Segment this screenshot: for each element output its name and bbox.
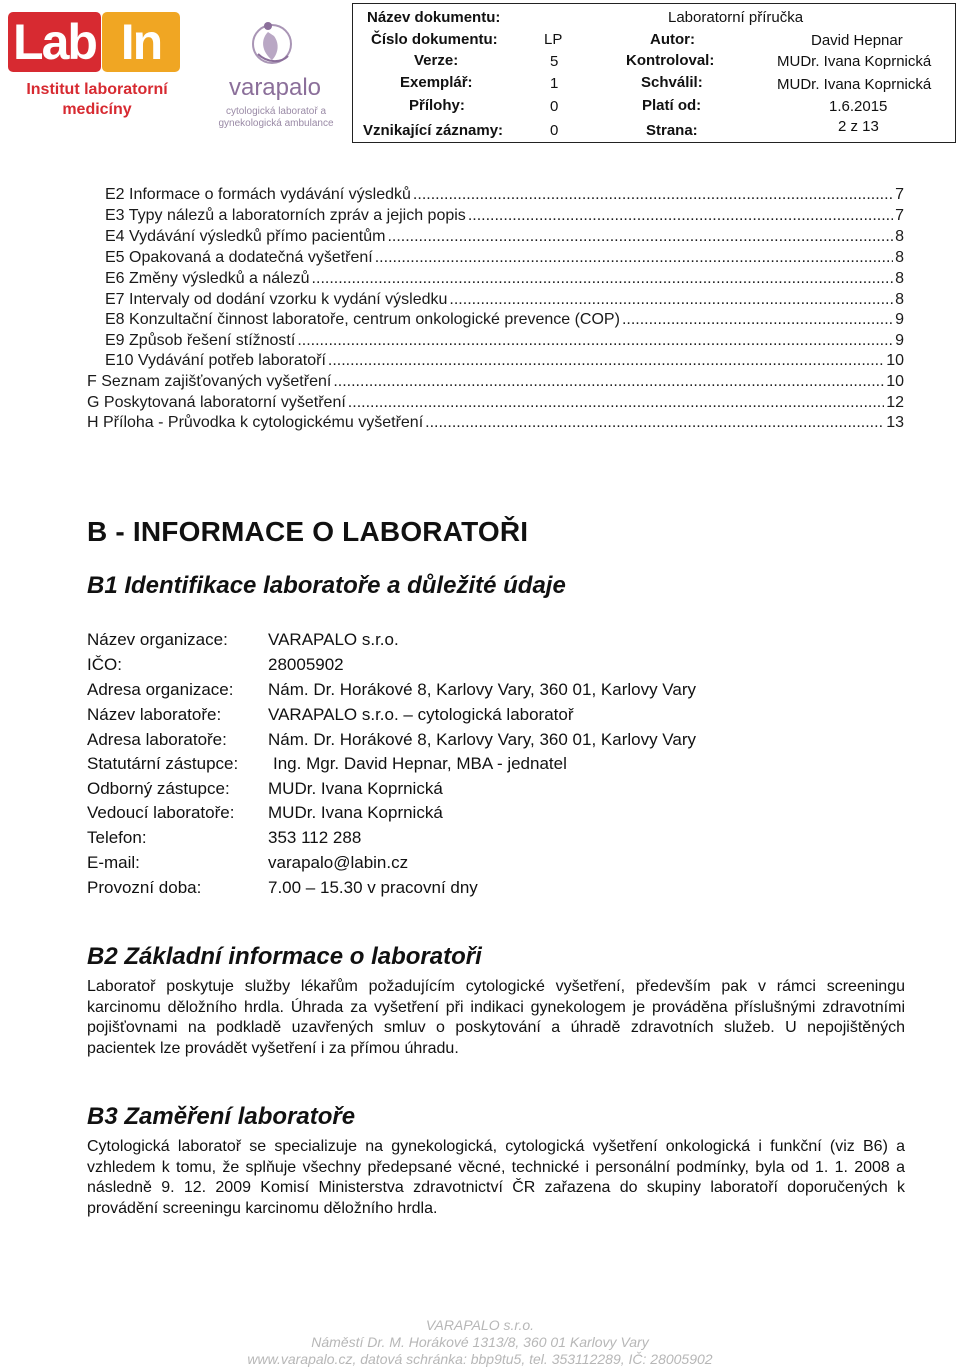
toc-entry[interactable] (105, 205, 904, 226)
toc-entry[interactable] (105, 289, 904, 310)
toc-entry-title: E10 Vydávání potřeb laboratoří (105, 352, 326, 369)
copy-value: 1 (550, 75, 559, 92)
version-value: 5 (550, 53, 559, 70)
info-value: 7.00 – 15.30 v pracovní dny (268, 878, 478, 897)
toc-entry-page: 12 (886, 394, 904, 411)
valid-from-label: Platí od: (642, 97, 702, 114)
approved-label: Schválil: (641, 74, 703, 91)
labin-caption: Institut laboratorní medicíny (26, 81, 168, 118)
info-value: varapalo@labin.cz (268, 853, 409, 872)
info-key: Název laboratoře: (87, 705, 222, 724)
toc-entry[interactable] (105, 350, 904, 371)
info-value: VARAPALO s.r.o. (268, 630, 399, 649)
toc-entry[interactable] (105, 247, 904, 268)
info-key: Statutární zástupce: (87, 754, 239, 773)
info-key: E-mail: (87, 853, 140, 872)
toc-entry[interactable] (87, 392, 904, 413)
toc-entry-title: E9 Způsob řešení stížností (105, 332, 296, 349)
toc-entry-title: E4 Vydávání výsledků přímo pacientům (105, 228, 386, 245)
toc-entry-title: E8 Konzultační činnost laboratoře, centrum onkologické prevence (COP) (105, 311, 620, 328)
varapalo-caption: cytologická laboratoř a gynekologická ambulance (218, 106, 334, 129)
section-b-title: B - INFORMACE O LABORATOŘI (87, 516, 529, 547)
toc-entry-title: E7 Intervaly od dodání vzorku k vydání výsledku (105, 291, 448, 308)
toc-entry[interactable] (105, 268, 904, 289)
valid-from-value: 1.6.2015 (829, 98, 888, 115)
labin-logo-lab: Lab (8, 12, 101, 72)
toc-entry-page: 10 (886, 352, 904, 369)
toc-entry-page: 8 (895, 228, 904, 245)
attachments-label: Přílohy: (409, 97, 465, 114)
toc-entry[interactable] (87, 371, 904, 392)
info-key: Adresa laboratoře: (87, 730, 227, 749)
info-value: VARAPALO s.r.o. – cytologická laboratoř (268, 705, 574, 724)
attachments-value: 0 (550, 98, 559, 115)
toc-entry-title: E6 Změny výsledků a nálezů (105, 270, 310, 287)
doc-number-value: LP (544, 31, 563, 48)
approved-value: MUDr. Ivana Koprnická (777, 76, 932, 93)
toc-entry-title: G Poskytovaná laboratorní vyšetření (87, 394, 346, 411)
toc-entry-page: 10 (886, 373, 904, 390)
records-label: Vznikající záznamy: (363, 122, 504, 139)
doc-number-label: Číslo dokumentu: (371, 31, 498, 48)
page-value: 2 z 13 (838, 118, 879, 135)
footer-company: VARAPALO s.r.o. (425, 1317, 535, 1333)
toc-entry-page: 8 (895, 270, 904, 287)
toc-entry-page: 8 (895, 291, 904, 308)
toc-entry[interactable] (87, 412, 904, 433)
b2-paragraph: Laboratoř poskytuje služby lékařům požadujícím cytologické vyšetření, především pak v rámci screeningu karcinomu děložního hrdla. Úhrada za vyšetření při indikaci gynekologem je prováděna příslušnými zdravotními pojišťovnami na podkladě uzavřených smluv o poskytování a úhradě zdravotních služeb. U nepojištěných pacientek lze provádět vyšetření i za přímou úhradu. (87, 978, 905, 1058)
varapalo-logo-text: varapalo (228, 74, 322, 101)
info-value: 353 112 288 (268, 828, 362, 847)
b3-heading: B3 Zaměření laboratoře (87, 1103, 356, 1130)
toc-entry-page: 8 (895, 249, 904, 266)
info-value: MUDr. Ivana Koprnická (268, 803, 443, 822)
b3-paragraph: Cytologická laboratoř se specializuje na gynekologická, cytologická vyšetření onkologická i funkční (viz B6) a vzhledem k tomu, že splňuje všechny předepsané věcné, technické i personální podmínky, byla od 1. 1. 2008 a následně 9. 12. 2009 Komisí Ministerstva zdravotnictví ČR zařazena do skupiny laboratoří doporučených k provádění screeningu karcinomu děložního hrdla. (87, 1138, 905, 1218)
author-label: Autor: (650, 31, 695, 48)
toc-entry-page: 9 (895, 311, 904, 328)
info-key: IČO: (87, 655, 122, 674)
toc-entry-page: 13 (886, 414, 904, 431)
labin-logo-in: In (102, 12, 180, 72)
logo-area (0, 0, 352, 146)
copy-label: Exemplář: (400, 74, 473, 91)
b1-heading: B1 Identifikace laboratoře a důležité údaje (87, 572, 566, 599)
toc-entry[interactable] (105, 309, 904, 330)
toc-entry-title: E2 Informace o formách vydávání výsledků (105, 186, 411, 203)
info-key: Adresa organizace: (87, 680, 234, 699)
info-key: Vedoucí laboratoře: (87, 803, 235, 822)
info-key: Odborný zástupce: (87, 779, 230, 798)
doc-name-value: Laboratorní příručka (668, 9, 804, 26)
info-value: Nám. Dr. Horákové 8, Karlovy Vary, 360 01, Karlovy Vary (268, 680, 696, 699)
toc-entry[interactable] (105, 184, 904, 205)
varapalo-emblem-icon (250, 18, 294, 74)
info-value: MUDr. Ivana Koprnická (268, 779, 443, 798)
version-label: Verze: (414, 52, 459, 69)
info-value: Ing. Mgr. David Hepnar, MBA - jednatel (273, 754, 567, 773)
toc-entry-title: F Seznam zajišťovaných vyšetření (87, 373, 332, 390)
toc-entry-page: 7 (895, 186, 904, 203)
toc-entry-title: E3 Typy nálezů a laboratorních zpráv a jejich popis (105, 207, 466, 224)
doc-name-label: Název dokumentu: (367, 9, 501, 26)
info-value: Nám. Dr. Horákové 8, Karlovy Vary, 360 01, Karlovy Vary (268, 730, 696, 749)
author-value: David Hepnar (811, 32, 903, 49)
footer-contact: www.varapalo.cz, datová schránka: bbp9tu5, tel. 353112289, IČ: 28005902 (247, 1351, 713, 1367)
toc-entry[interactable] (105, 330, 904, 351)
toc-entry-title: H Příloha - Průvodka k cytologickému vyšetření (87, 414, 424, 431)
info-key: Telefon: (87, 828, 147, 847)
toc-entry[interactable] (105, 226, 904, 247)
records-value: 0 (550, 122, 559, 139)
document-info-box (352, 3, 956, 143)
info-key: Název organizace: (87, 630, 228, 649)
info-value: 28005902 (268, 655, 344, 674)
b2-heading: B2 Základní informace o laboratoři (87, 943, 482, 970)
info-key: Provozní doba: (87, 878, 202, 897)
toc-entry-page: 7 (895, 207, 904, 224)
footer-address: Náměstí Dr. M. Horákové 1313/8, 360 01 Karlovy Vary (311, 1334, 649, 1350)
checked-label: Kontroloval: (626, 52, 715, 69)
toc-entry-title: E5 Opakovaná a dodatečná vyšetření (105, 249, 373, 266)
toc-entry-page: 9 (895, 332, 904, 349)
checked-value: MUDr. Ivana Koprnická (777, 53, 932, 70)
page-label: Strana: (646, 122, 698, 139)
